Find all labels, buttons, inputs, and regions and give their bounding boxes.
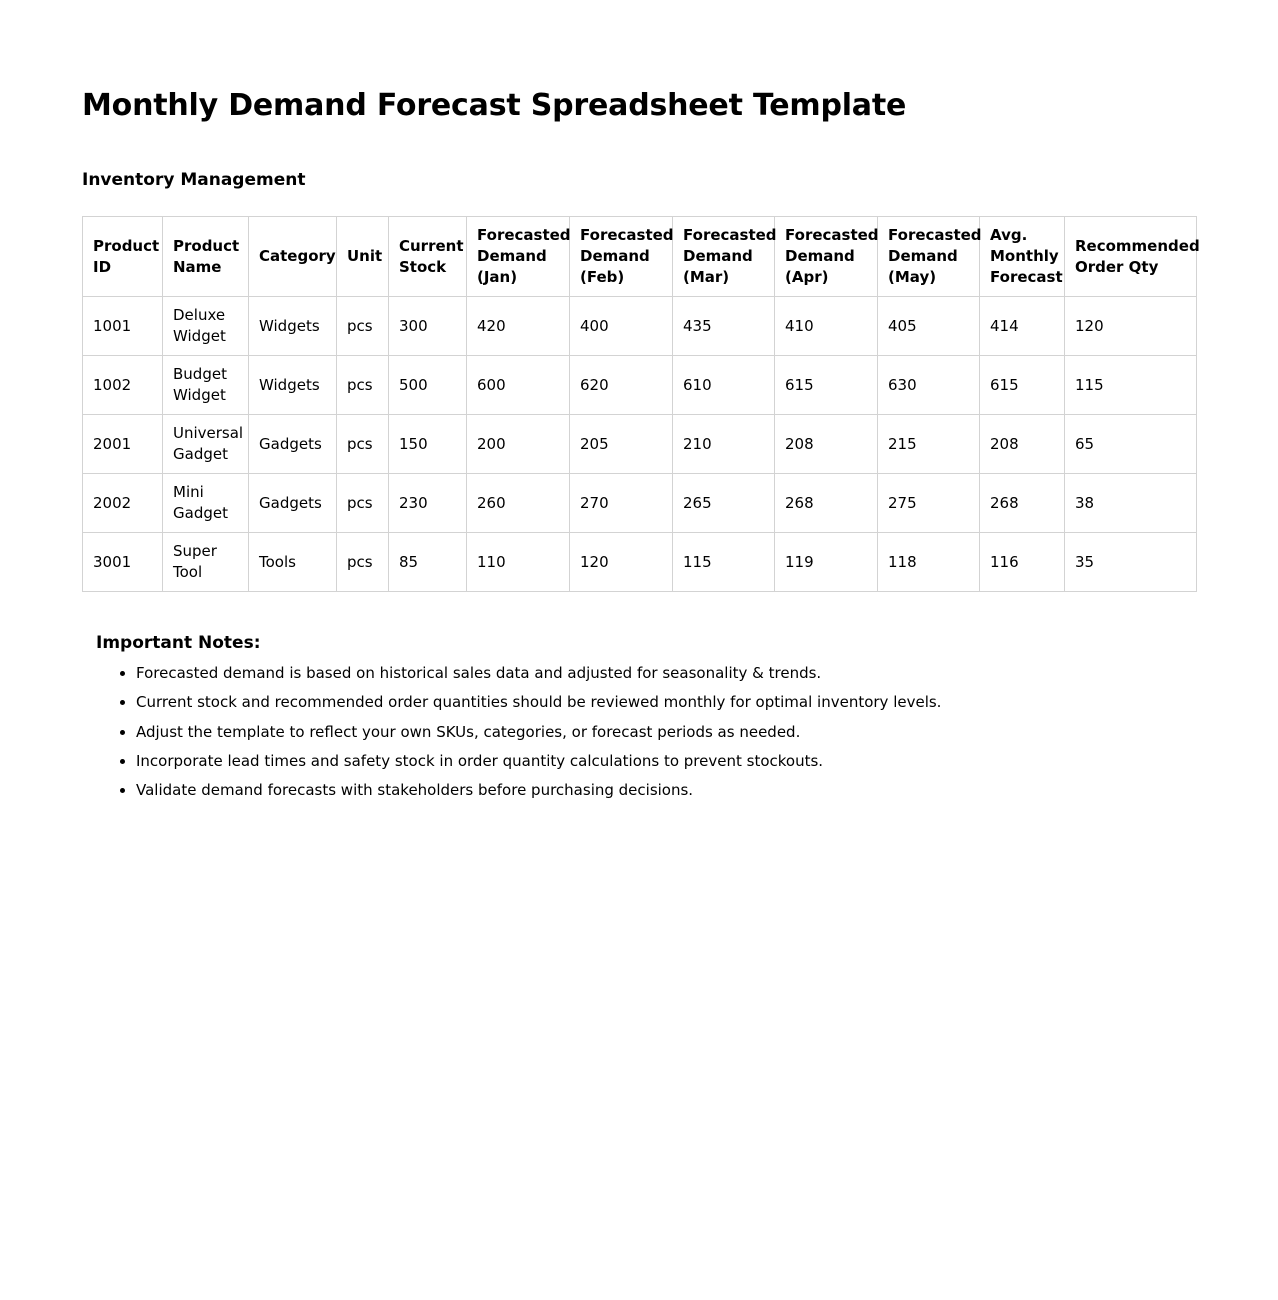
cell-current-stock: 500 bbox=[389, 356, 467, 415]
cell-forecast-feb: 270 bbox=[570, 474, 673, 533]
table-row bbox=[83, 474, 1197, 533]
cell-forecast-jan: 200 bbox=[467, 415, 570, 474]
header-product-id: Product ID bbox=[83, 217, 163, 297]
cell-forecast-feb: 620 bbox=[570, 356, 673, 415]
cell-forecast-apr: 410 bbox=[775, 297, 878, 356]
table-row bbox=[83, 415, 1197, 474]
cell-forecast-feb: 400 bbox=[570, 297, 673, 356]
cell-category: Widgets bbox=[249, 297, 337, 356]
cell-unit: pcs bbox=[337, 356, 389, 415]
note-item: • Current stock and recommended order quantities should be reviewed monthly for optimal inventory levels. bbox=[136, 692, 1096, 712]
cell-product-name: Super Tool bbox=[163, 533, 249, 592]
cell-forecast-mar: 435 bbox=[673, 297, 775, 356]
header-forecast-apr: Forecasted Demand (Apr) bbox=[775, 217, 878, 297]
cell-current-stock: 150 bbox=[389, 415, 467, 474]
cell-forecast-feb: 205 bbox=[570, 415, 673, 474]
cell-current-stock: 300 bbox=[389, 297, 467, 356]
cell-forecast-may: 275 bbox=[878, 474, 980, 533]
cell-product-id: 1001 bbox=[83, 297, 163, 356]
cell-forecast-may: 215 bbox=[878, 415, 980, 474]
cell-forecast-feb: 120 bbox=[570, 533, 673, 592]
cell-forecast-apr: 119 bbox=[775, 533, 878, 592]
cell-product-name: Universal Gadget bbox=[163, 415, 249, 474]
cell-forecast-mar: 610 bbox=[673, 356, 775, 415]
table-row bbox=[83, 297, 1197, 356]
section-title: Inventory Management bbox=[82, 170, 306, 190]
table-row bbox=[83, 356, 1197, 415]
notes-list bbox=[96, 663, 1096, 800]
header-forecast-may: Forecasted Demand (May) bbox=[878, 217, 980, 297]
cell-forecast-jan: 260 bbox=[467, 474, 570, 533]
cell-unit: pcs bbox=[337, 533, 389, 592]
cell-forecast-mar: 265 bbox=[673, 474, 775, 533]
cell-avg-monthly-forecast: 116 bbox=[980, 533, 1065, 592]
important-notes bbox=[96, 633, 1096, 809]
cell-recommended-order-qty: 65 bbox=[1065, 415, 1197, 474]
cell-forecast-apr: 268 bbox=[775, 474, 878, 533]
cell-product-id: 1002 bbox=[83, 356, 163, 415]
cell-avg-monthly-forecast: 414 bbox=[980, 297, 1065, 356]
table-row bbox=[83, 533, 1197, 592]
header-current-stock: Current Stock bbox=[389, 217, 467, 297]
cell-unit: pcs bbox=[337, 297, 389, 356]
header-category: Category bbox=[249, 217, 337, 297]
cell-product-name: Deluxe Widget bbox=[163, 297, 249, 356]
cell-category: Tools bbox=[249, 533, 337, 592]
note-item: • Forecasted demand is based on historical sales data and adjusted for seasonality & trends. bbox=[136, 663, 1096, 683]
cell-recommended-order-qty: 35 bbox=[1065, 533, 1197, 592]
cell-current-stock: 85 bbox=[389, 533, 467, 592]
note-item: • Adjust the template to reflect your own SKUs, categories, or forecast periods as needed. bbox=[136, 722, 1096, 742]
cell-current-stock: 230 bbox=[389, 474, 467, 533]
cell-product-name: Budget Widget bbox=[163, 356, 249, 415]
header-forecast-jan: Forecasted Demand (Jan) bbox=[467, 217, 570, 297]
note-item: • Validate demand forecasts with stakeholders before purchasing decisions. bbox=[136, 780, 1096, 800]
cell-unit: pcs bbox=[337, 474, 389, 533]
header-unit: Unit bbox=[337, 217, 389, 297]
cell-forecast-may: 630 bbox=[878, 356, 980, 415]
cell-category: Gadgets bbox=[249, 474, 337, 533]
cell-forecast-may: 405 bbox=[878, 297, 980, 356]
header-product-name: Product Name bbox=[163, 217, 249, 297]
cell-forecast-mar: 210 bbox=[673, 415, 775, 474]
cell-avg-monthly-forecast: 208 bbox=[980, 415, 1065, 474]
header-recommended-order-qty: Recommended Order Qty bbox=[1065, 217, 1197, 297]
notes-title: Important Notes: bbox=[96, 633, 261, 653]
cell-recommended-order-qty: 38 bbox=[1065, 474, 1197, 533]
cell-forecast-apr: 208 bbox=[775, 415, 878, 474]
cell-recommended-order-qty: 120 bbox=[1065, 297, 1197, 356]
cell-recommended-order-qty: 115 bbox=[1065, 356, 1197, 415]
cell-forecast-jan: 110 bbox=[467, 533, 570, 592]
cell-product-id: 2001 bbox=[83, 415, 163, 474]
cell-category: Widgets bbox=[249, 356, 337, 415]
cell-forecast-jan: 420 bbox=[467, 297, 570, 356]
cell-forecast-mar: 115 bbox=[673, 533, 775, 592]
cell-unit: pcs bbox=[337, 415, 389, 474]
cell-product-id: 3001 bbox=[83, 533, 163, 592]
header-forecast-mar: Forecasted Demand (Mar) bbox=[673, 217, 775, 297]
cell-avg-monthly-forecast: 268 bbox=[980, 474, 1065, 533]
cell-forecast-apr: 615 bbox=[775, 356, 878, 415]
cell-forecast-jan: 600 bbox=[467, 356, 570, 415]
forecast-table bbox=[82, 216, 1200, 592]
cell-avg-monthly-forecast: 615 bbox=[980, 356, 1065, 415]
cell-forecast-may: 118 bbox=[878, 533, 980, 592]
header-forecast-feb: Forecasted Demand (Feb) bbox=[570, 217, 673, 297]
table-header-row bbox=[83, 217, 1197, 297]
note-item: • Incorporate lead times and safety stock in order quantity calculations to prevent stockouts. bbox=[136, 751, 1096, 771]
cell-category: Gadgets bbox=[249, 415, 337, 474]
page-title: Monthly Demand Forecast Spreadsheet Template bbox=[82, 88, 907, 123]
header-avg-monthly-forecast: Avg. Monthly Forecast bbox=[980, 217, 1065, 297]
cell-product-id: 2002 bbox=[83, 474, 163, 533]
cell-product-name: Mini Gadget bbox=[163, 474, 249, 533]
